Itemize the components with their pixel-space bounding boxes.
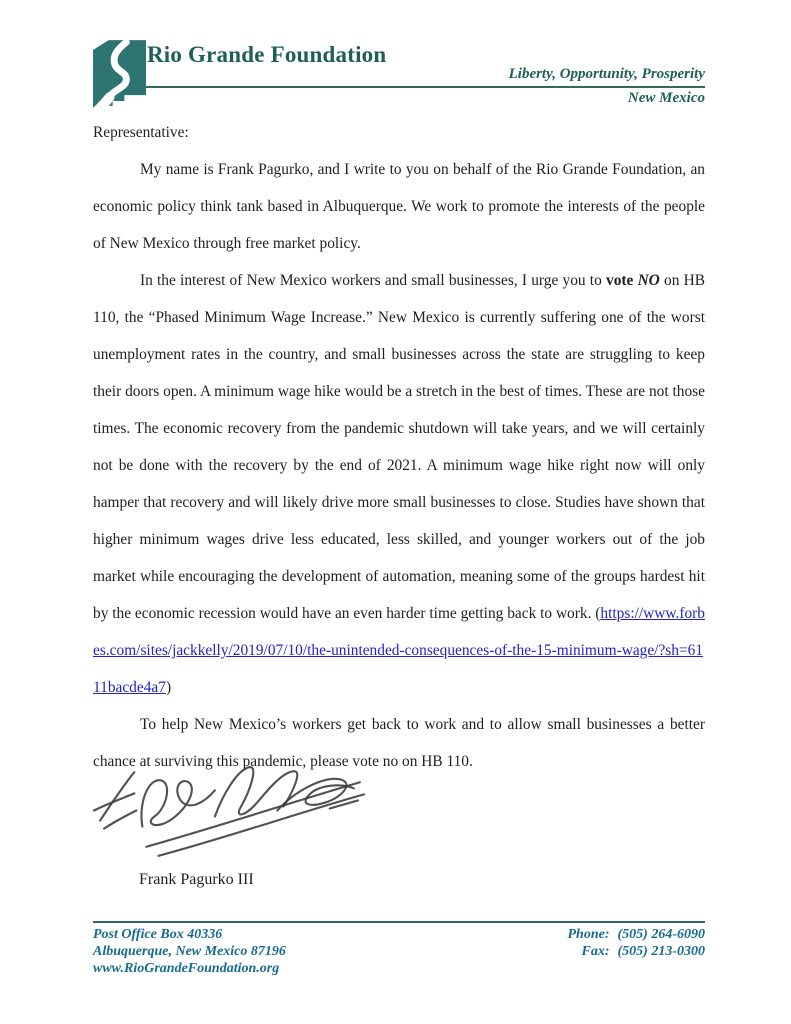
phone-line: [568, 926, 706, 943]
fax-label: Fax:: [581, 944, 610, 959]
region-text: New Mexico: [627, 90, 705, 106]
fax-line: [568, 943, 706, 960]
paragraph: [93, 151, 705, 262]
body-text: In the interest of New Mexico workers and small businesses, I urge you to: [140, 272, 606, 289]
phone-number: (505) 264-6090: [617, 927, 705, 942]
bold-text: vote: [606, 272, 638, 289]
website-line: www.RioGrandeFoundation.org: [93, 961, 280, 976]
letter-body: [93, 114, 705, 780]
footer-rule: [93, 921, 705, 923]
new-mexico-rio-grande-river-logo-icon: [93, 40, 146, 111]
footer-contact-block: [568, 926, 706, 960]
header-rule: [146, 86, 705, 88]
body-text: ): [165, 679, 172, 696]
signature-image: [90, 758, 372, 864]
salutation: Representative:: [93, 124, 189, 141]
phone-label: Phone:: [567, 927, 610, 942]
body-text: My name is Frank Pagurko, and I write to you on behalf of the Rio Grande Foundation, an economic policy think tank based in Albuquerque. We work to promote the interests of the people of New Mexico through free market policy.: [93, 161, 705, 252]
paragraphs-container: [93, 151, 705, 780]
bolditalic-text: NO: [637, 272, 660, 289]
footer-address-block: [93, 926, 286, 977]
city-line: Albuquerque, New Mexico 87196: [93, 944, 286, 959]
po-box-line: Post Office Box 40336: [93, 927, 223, 942]
org-name: Rio Grande Foundation: [147, 42, 387, 67]
motto-text: Liberty, Opportunity, Prosperity: [508, 66, 705, 82]
paragraph: [93, 262, 705, 706]
forbes-article-link[interactable]: https://www.forbes.com/sites/jackkelly/2019/07/10/the-unintended-consequences-of-the-15-minimum-wage/?sh=6111bacde4a7: [93, 605, 705, 696]
sender-name: Frank Pagurko III: [139, 871, 254, 888]
body-text: To help New Mexico’s workers get back to work and to allow small businesses a better chance at surviving this pandemic, please vote no on HB 110.: [93, 716, 705, 770]
body-text: on HB 110, the “Phased Minimum Wage Increase.” New Mexico is currently suffering one of the worst unemployment rates in the country, and small businesses across the state are struggling to keep their doors open. A minimum wage hike would be a stretch in the best of times. These are not those times. The economic recovery from the pandemic shutdown will take years, and we will certainly not be done with the recovery by the end of 2021. A minimum wage hike right now will only hamper that recovery and will likely drive more small businesses to close. Studies have shown that higher minimum wages drive less educated, less skilled, and younger workers out of the job market while encouraging the development of automation, meaning some of the groups hardest hit by the economic recession would have an even harder time getting back to work. (: [93, 272, 705, 622]
fax-number: (505) 213-0300: [617, 944, 705, 959]
